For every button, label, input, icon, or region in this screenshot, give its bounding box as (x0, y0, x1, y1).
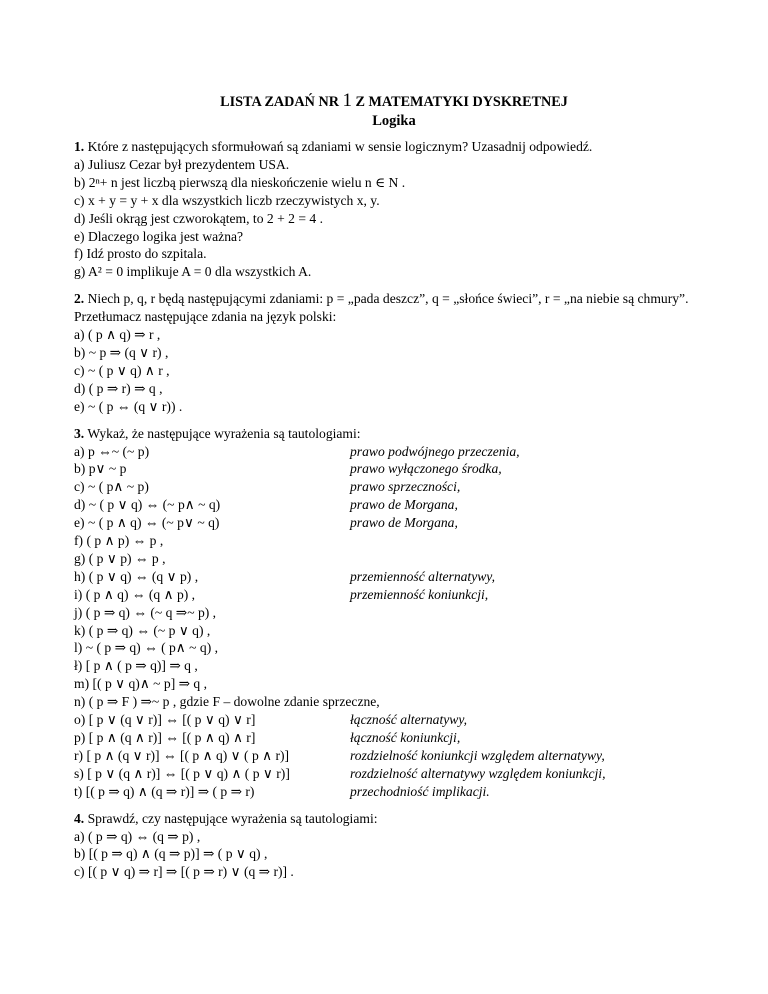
law-expression: l) ~ ( p ⇒ q) ⇔ ( p∧ ~ q) , (74, 640, 219, 656)
law-expression: b) p∨ ~ p (74, 461, 127, 477)
law-expression: p) [ p ∧ (q ∧ r)] ⇔ [( p ∧ q) ∧ r] (74, 730, 256, 745)
title-prefix: LISTA ZADAŃ NR (220, 94, 339, 110)
list-item (74, 622, 714, 640)
exercise-3 (74, 425, 714, 801)
exercise-number: 3. (74, 425, 85, 441)
exercise-2 (74, 290, 714, 415)
list-item (74, 550, 714, 568)
law-expression: k) ( p ⇒ q) ⇔ (~ p ∨ q) , (74, 622, 211, 638)
law-expression: s) [ p ∨ (q ∧ r)] ⇔ [( p ∨ q) ∧ ( p ∨ r)] (74, 765, 290, 781)
law-name: przemienność koniunkcji, (350, 586, 489, 602)
list-item (74, 478, 714, 496)
law-name: prawo de Morgana, (350, 497, 458, 513)
list-item: g) A² = 0 implikuje A = 0 dla wszystkich A. (74, 264, 312, 280)
list-item (74, 586, 714, 604)
law-name: prawo podwójnego przeczenia, (350, 443, 520, 459)
list-item (74, 514, 714, 532)
document-subtitle: Logika (372, 113, 416, 129)
list-item: b) [( p ⇒ q) ∧ (q ⇒ p)] ⇒ ( p ∨ q) , (74, 846, 268, 862)
list-item: f) Idź prosto do szpitala. (74, 246, 207, 262)
law-expression: f) ( p ∧ p) ⇔ p , (74, 533, 164, 549)
list-item (74, 675, 714, 693)
list-item: a) ( p ⇒ q) ⇔ (q ⇒ p) , (74, 828, 201, 844)
list-item (74, 460, 714, 478)
exercise-number: 2. (74, 291, 85, 307)
exercise-number: 4. (74, 810, 85, 826)
law-name: łączność alternatywy, (350, 712, 468, 728)
law-expression: m) [( p ∨ q)∧ ~ p] ⇒ q , (74, 676, 208, 692)
law-expression: h) ( p ∨ q) ⇔ (q ∨ p) , (74, 568, 199, 584)
exercise-intro: Wykaż, że następujące wyrażenia są tautologiami: (87, 425, 361, 441)
law-expression: i) ( p ∧ q) ⇔ (q ∧ p) , (74, 586, 196, 602)
law-name: łączność koniunkcji, (350, 730, 461, 745)
law-name: przechodniość implikacji. (350, 783, 490, 799)
list-item: c) ~ ( p ∨ q) ∧ r , (74, 362, 170, 378)
law-name: prawo de Morgana, (350, 515, 458, 531)
list-item: e) Dlaczego logika jest ważna? (74, 228, 244, 244)
list-item (74, 783, 714, 801)
law-expression: t) [( p ⇒ q) ∧ (q ⇒ r)] ⇒ ( p ⇒ r) (74, 783, 255, 799)
list-item (74, 693, 714, 711)
list-item (74, 532, 714, 550)
list-item (74, 657, 714, 675)
exercise-4 (74, 810, 714, 882)
document-title (74, 92, 714, 111)
list-item (74, 711, 714, 729)
list-item: c) x + y = y + x dla wszystkich liczb rzeczywistych x, y. (74, 192, 380, 208)
list-item (74, 729, 714, 747)
exercise-intro: Które z następujących sformułowań są zdaniami w sensie logicznym? Uzasadnij odpowiedź. (87, 139, 593, 154)
list-item (74, 568, 714, 586)
list-item: b) 2ⁿ+ n jest liczbą pierwszą dla nieskończenie wielu n ∈ N . (74, 174, 406, 190)
law-name: prawo sprzeczności, (350, 479, 461, 495)
exercise-number: 1. (74, 139, 85, 154)
exercise-intro: Sprawdź, czy następujące wyrażenia są tautologiami: (87, 810, 378, 826)
list-item (74, 443, 714, 461)
law-name: przemienność alternatywy, (350, 568, 495, 584)
law-name: rozdzielność alternatywy względem koniunkcji, (350, 765, 606, 781)
list-item (74, 604, 714, 622)
list-item: e) ~ ( p ⇔ (q ∨ r)) . (74, 398, 183, 414)
law-expression: a) p ⇔~ (~ p) (74, 443, 150, 459)
law-expression: g) ( p ∨ p) ⇔ p , (74, 550, 166, 566)
exercise-1 (74, 138, 714, 281)
document-page (74, 92, 714, 881)
list-item (74, 496, 714, 514)
law-expression: j) ( p ⇒ q) ⇔ (~ q ⇒~ p) , (74, 604, 217, 620)
law-expression: n) ( p ⇒ F ) ⇒~ p , gdzie F – dowolne zdanie sprzeczne, (74, 694, 380, 710)
list-item (74, 639, 714, 657)
title-suffix: Z MATEMATYKI DYSKRETNEJ (355, 94, 568, 110)
law-name: rozdzielność koniunkcji względem alternatywy, (350, 747, 605, 763)
law-expression: r) [ p ∧ (q ∨ r)] ⇔ [( p ∧ q) ∨ ( p ∧ r)] (74, 747, 290, 763)
law-expression: d) ~ ( p ∨ q) ⇔ (~ p∧ ~ q) (74, 497, 221, 513)
law-expression: e) ~ ( p ∧ q) ⇔ (~ p∨ ~ q) (74, 515, 220, 531)
law-expression: o) [ p ∨ (q ∨ r)] ⇔ [( p ∨ q) ∨ r] (74, 712, 256, 728)
law-expression: ł) [ p ∧ ( p ⇒ q)] ⇒ q , (74, 658, 198, 674)
law-name: prawo wyłączonego środka, (350, 461, 502, 477)
list-item: c) [( p ∨ q) ⇒ r] ⇒ [( p ⇒ r) ∨ (q ⇒ r)] . (74, 864, 294, 880)
list-item: a) ( p ∧ q) ⇒ r , (74, 327, 161, 343)
exercise-intro: Niech p, q, r będą następującymi zdaniami: p = „pada deszcz”, q = „słońce świeci”, r = „na niebie są chmury”. Przetłumacz następujące zdania na język polski: (74, 291, 689, 325)
list-item: d) ( p ⇒ r) ⇒ q , (74, 380, 163, 396)
list-item: b) ~ p ⇒ (q ∨ r) , (74, 344, 169, 360)
list-item (74, 747, 714, 765)
law-expression: c) ~ ( p∧ ~ p) (74, 479, 149, 495)
list-item: a) Juliusz Cezar był prezydentem USA. (74, 156, 290, 172)
list-item (74, 765, 714, 783)
title-number: 1 (342, 90, 352, 111)
list-item: d) Jeśli okrąg jest czworokątem, to 2 + 2 = 4 . (74, 210, 324, 226)
